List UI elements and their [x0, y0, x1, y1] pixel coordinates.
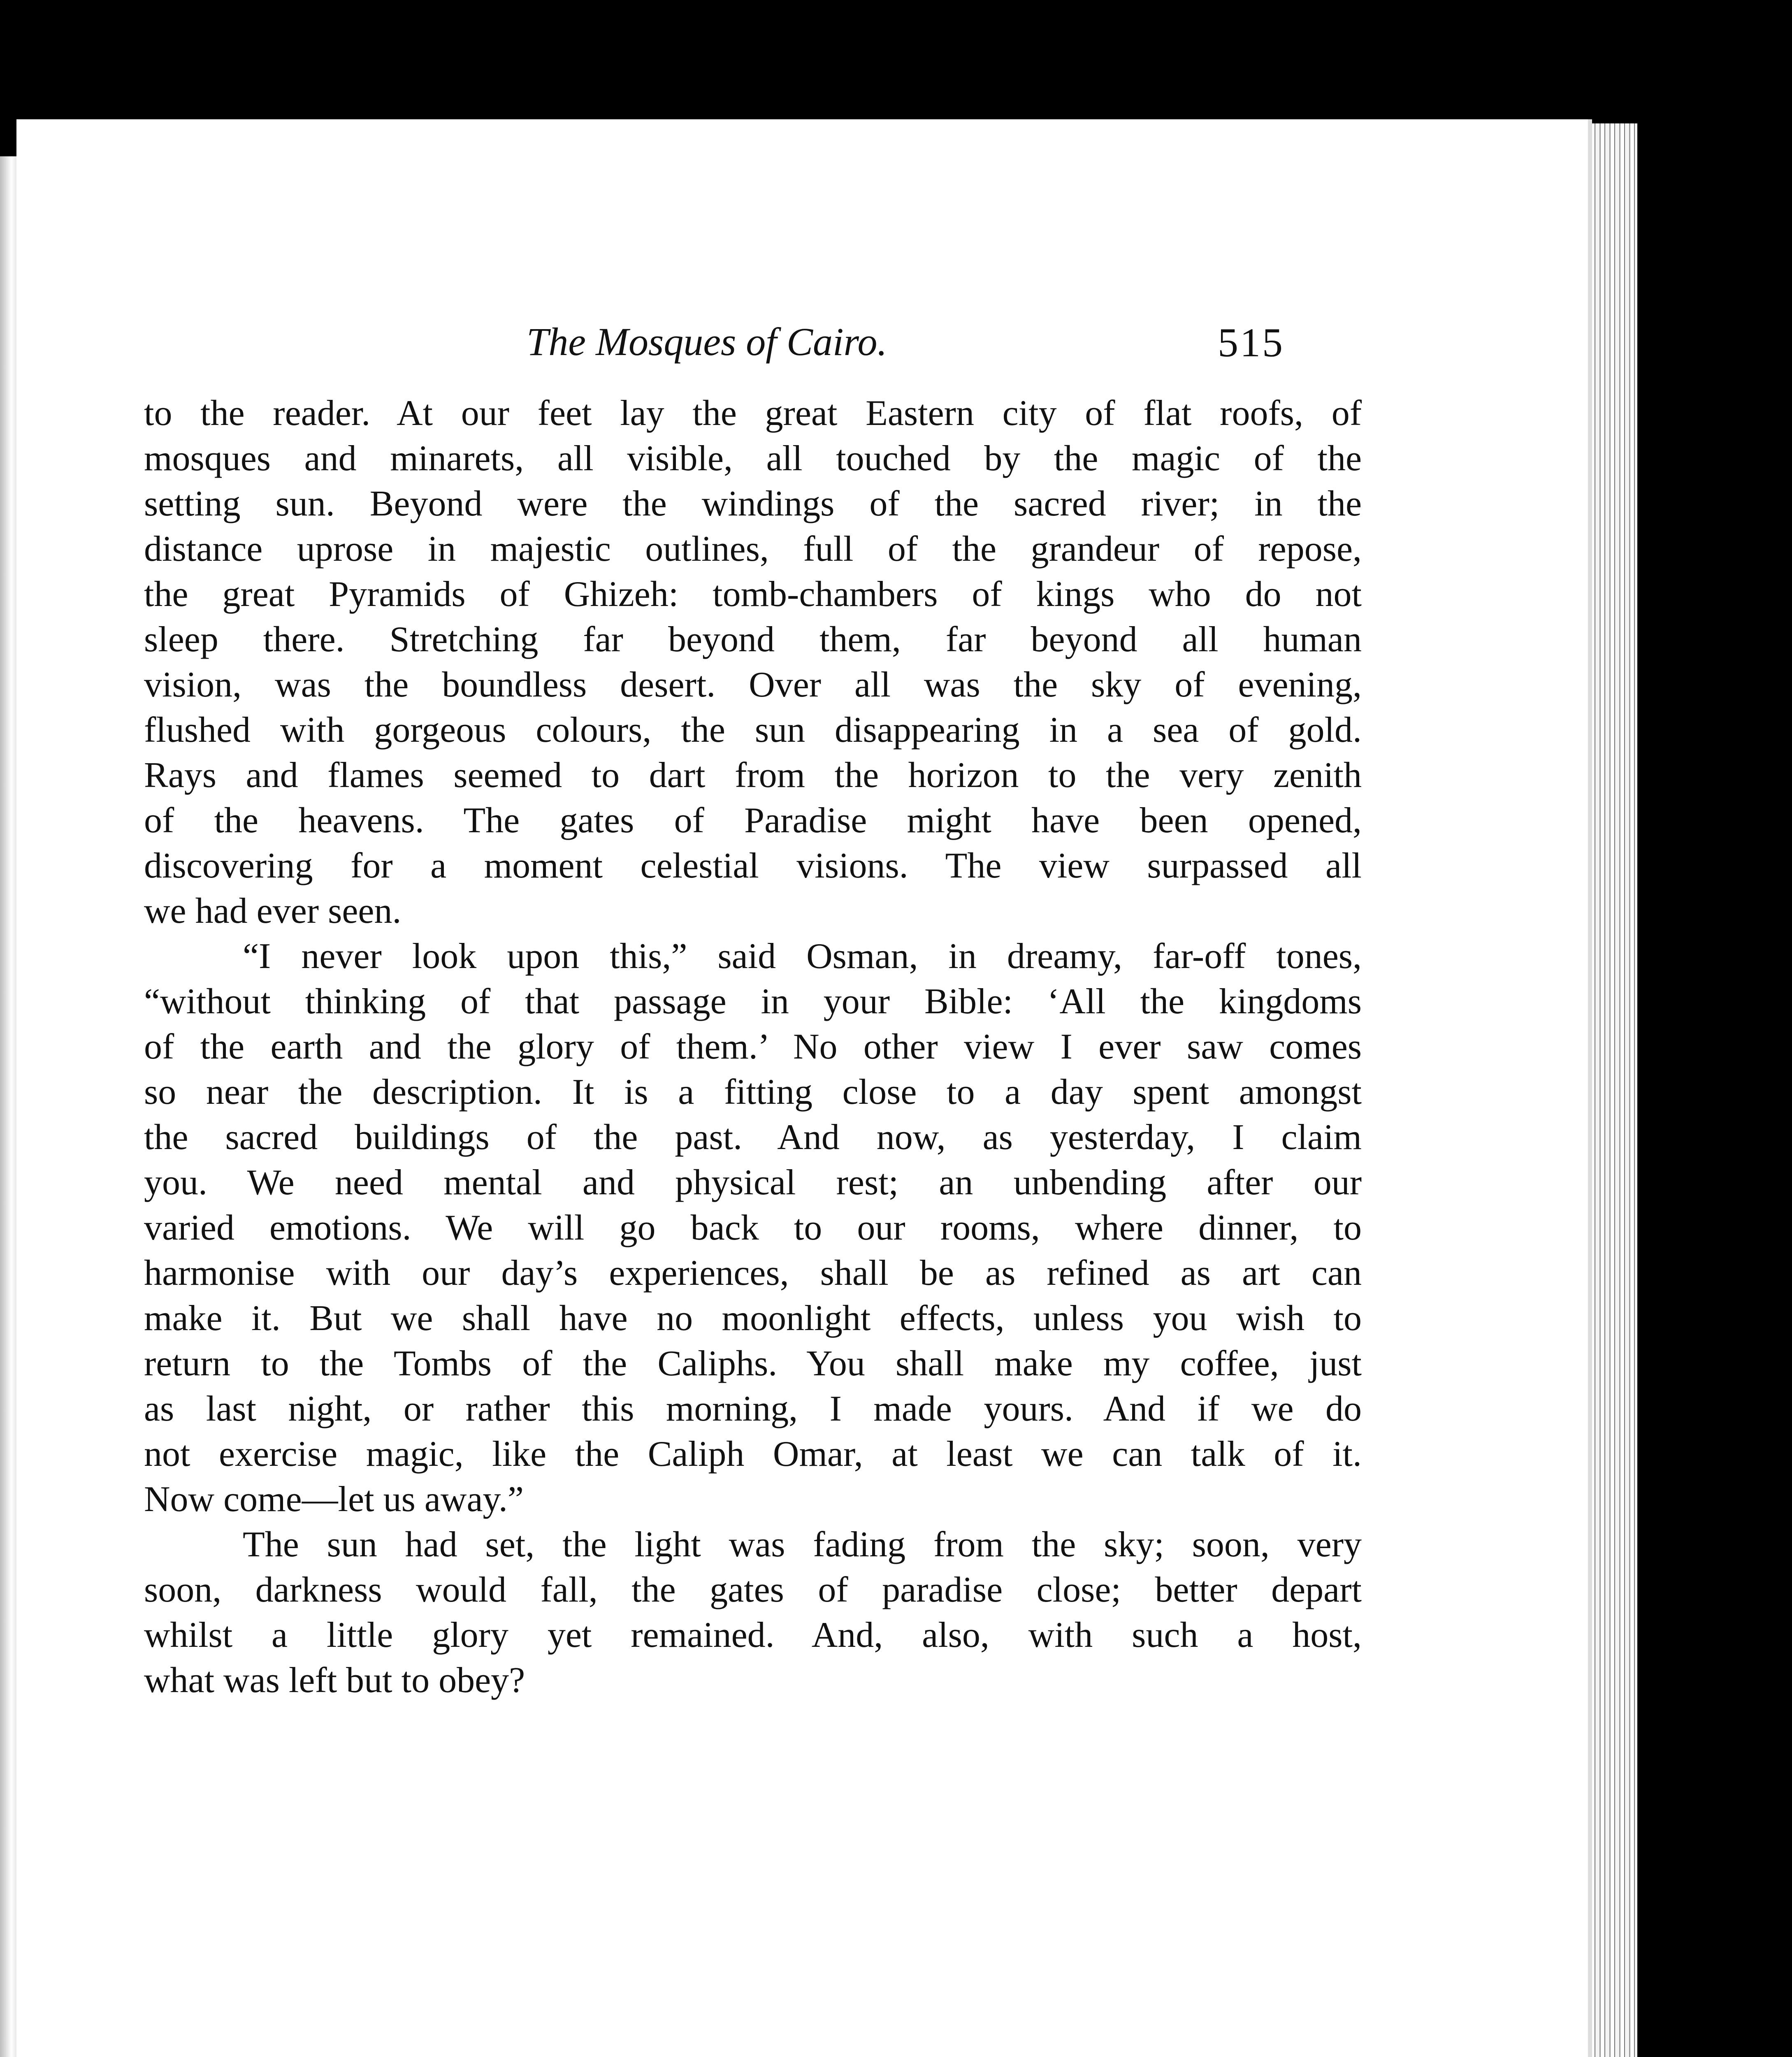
- text-line: harmonise with our day’s experiences, shall be as refined as art can: [144, 1253, 1362, 1293]
- text-line: soon, darkness would fall, the gates of paradise close; better depart: [144, 1570, 1362, 1610]
- page-number: 515: [1218, 320, 1284, 365]
- text-line: to the reader. At our feet lay the great Eastern city of flat roofs, of: [144, 393, 1362, 433]
- text-line: flushed with gorgeous colours, the sun disappearing in a sea of gold.: [144, 710, 1362, 750]
- text-line: discovering for a moment celestial visions. The view surpassed all: [144, 846, 1362, 886]
- text-line: not exercise magic, like the Caliph Omar, at least we can talk of it.: [144, 1434, 1362, 1474]
- text-line: what was left but to obey?: [144, 1660, 525, 1700]
- text-line: return to the Tombs of the Caliphs. You shall make my coffee, just: [144, 1344, 1362, 1384]
- text-line: setting sun. Beyond were the windings of the sacred river; in the: [144, 484, 1362, 524]
- text-line: distance uprose in majestic outlines, full of the grandeur of repose,: [144, 529, 1362, 569]
- running-title: The Mosques of Cairo.: [527, 320, 887, 364]
- text-line: make it. But we shall have no moonlight effects, unless you wish to: [144, 1298, 1362, 1338]
- book-page: [16, 119, 1592, 2057]
- text-line: The sun had set, the light was fading from the sky; soon, very: [243, 1525, 1362, 1565]
- text-line: of the earth and the glory of them.’ No other view I ever saw comes: [144, 1027, 1362, 1067]
- text-line: the great Pyramids of Ghizeh: tomb-chambers of kings who do not: [144, 574, 1362, 614]
- text-line: you. We need mental and physical rest; an unbending after our: [144, 1163, 1362, 1203]
- body-text: [144, 391, 1362, 1703]
- text-line: “without thinking of that passage in your Bible: ‘All the kingdoms: [144, 982, 1362, 1022]
- text-line: vision, was the boundless desert. Over all was the sky of evening,: [144, 665, 1362, 705]
- text-line: varied emotions. We will go back to our rooms, where dinner, to: [144, 1208, 1362, 1248]
- text-line: of the heavens. The gates of Paradise might have been opened,: [144, 801, 1362, 840]
- text-line: sleep there. Stretching far beyond them, far beyond all human: [144, 620, 1362, 659]
- text-line: Rays and flames seemed to dart from the horizon to the very zenith: [144, 755, 1362, 795]
- text-line: whilst a little glory yet remained. And, also, with such a host,: [144, 1615, 1362, 1655]
- text-line: mosques and minarets, all visible, all touched by the magic of the: [144, 439, 1362, 478]
- text-line: we had ever seen.: [144, 891, 402, 931]
- text-line: Now come—let us away.”: [144, 1479, 524, 1519]
- text-line: so near the description. It is a fitting close to a day spent amongst: [144, 1072, 1362, 1112]
- text-line: as last night, or rather this morning, I made yours. And if we do: [144, 1389, 1362, 1429]
- text-line: “I never look upon this,” said Osman, in dreamy, far-off tones,: [243, 936, 1362, 976]
- running-head: [16, 319, 1592, 376]
- text-line: the sacred buildings of the past. And now, as yesterday, I claim: [144, 1117, 1362, 1157]
- left-page-edge: [0, 156, 16, 2057]
